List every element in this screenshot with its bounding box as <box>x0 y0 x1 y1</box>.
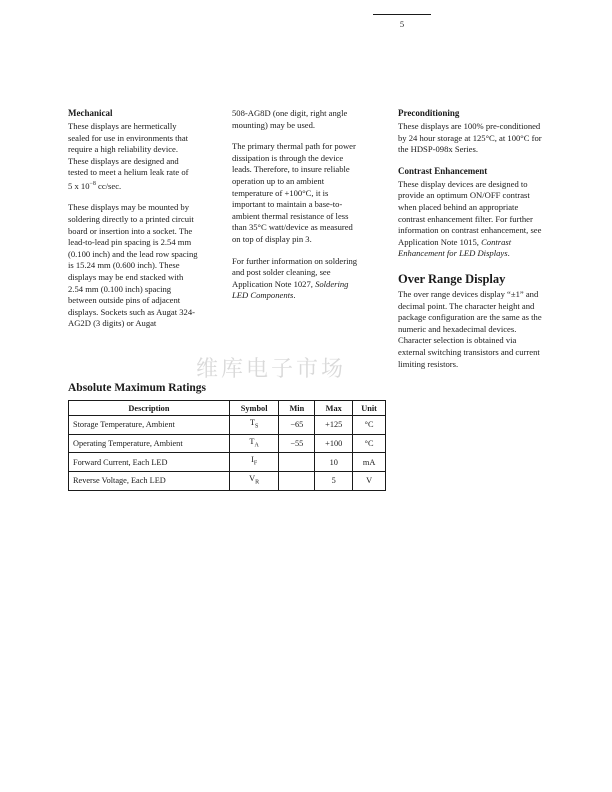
cell-max: +125 <box>315 416 353 435</box>
cell-max: +100 <box>315 434 353 453</box>
column-header-description: Description <box>69 401 230 416</box>
paragraph-preconditioning: These displays are 100% pre-conditioned by 24 hour storage at 125°C, at 100°C for the HDSP-098x Series. <box>398 121 542 155</box>
symbol-subscript: S <box>255 423 259 430</box>
paragraph-over-range-display: The over range devices display “±1” and decimal point. The character height and package configuration are the same as the numeric and hexadecimal devices. Character selection is obtained via external switching transistors and current limiting resistors. <box>398 288 542 369</box>
cell-description: Forward Current, Each LED <box>69 453 230 472</box>
exponent: −8 <box>89 180 96 187</box>
cell-min <box>279 471 315 490</box>
column-header-max: Max <box>315 401 353 416</box>
paragraph-mechanical-2: These displays may be mounted by soldering directly to a printed circuit board or insertion into a socket. The lead-to-lead pin spacing is 2.54 mm (0.100 inch) and the lead row spacing is 15.24 mm (0.600 inch). These displays may be end stacked with 2.54 mm (0.100 inch) spacing between outside pins of adjacent displays. Sockets such as Augat 324-AG2D (3 digits) or Augat <box>68 202 198 329</box>
symbol-main: V <box>249 473 256 483</box>
cell-symbol <box>229 434 279 453</box>
symbol-subscript: A <box>254 442 259 449</box>
heading-preconditioning: Preconditioning <box>398 108 460 118</box>
column-header-min: Min <box>279 401 315 416</box>
cell-description: Operating Temperature, Ambient <box>69 434 230 453</box>
heading-over-range-display: Over Range Display <box>398 271 506 286</box>
cell-min: −65 <box>279 416 315 435</box>
cell-unit: °C <box>353 416 386 435</box>
table-row <box>69 453 386 472</box>
cell-unit: mA <box>353 453 386 472</box>
cell-unit: V <box>353 471 386 490</box>
cell-description: Reverse Voltage, Each LED <box>69 471 230 490</box>
symbol-main: T <box>249 436 255 446</box>
column-one <box>68 108 198 330</box>
header-rule <box>373 14 431 15</box>
symbol-subscript: F <box>253 460 258 467</box>
cell-min: −55 <box>279 434 315 453</box>
table-row <box>69 434 386 453</box>
column-two <box>232 108 362 302</box>
page-header <box>372 14 432 29</box>
cell-symbol <box>229 471 279 490</box>
appnote-title-1015: Contrast Enhancement for LED Displays <box>398 236 512 259</box>
table-row <box>69 416 386 435</box>
paragraph-contrast-enhancement: These display devices are designed to provide an optimum ON/OFF contrast when placed behind an appropriate contrast enhancement filter. For further information on contrast enhancement, see Application Note 1015, Contrast Enhancement for LED Displays. <box>398 178 542 259</box>
cell-max: 10 <box>315 453 353 472</box>
paragraph-mechanical-1: These displays are hermetically sealed for use in environments that require a high reliability device. These displays are designed and tested to meet a helium leak rate of 5 x $10^{-8}$ cc/sec. <box>68 121 189 191</box>
heading-mechanical: Mechanical <box>68 108 113 118</box>
cell-description: Storage Temperature, Ambient <box>69 416 230 435</box>
paragraph-col2-3: For further information on soldering and post solder cleaning, see Application Note 1027, Soldering LED Components. <box>232 255 358 301</box>
ratings-table <box>68 400 386 491</box>
table-header-row <box>69 401 386 416</box>
cell-unit: °C <box>353 434 386 453</box>
column-header-unit: Unit <box>353 401 386 416</box>
cell-symbol <box>229 453 279 472</box>
heading-contrast-enhancement: Contrast Enhancement <box>398 165 488 176</box>
absolute-maximum-ratings-block <box>68 382 386 491</box>
appnote-title-1027: Soldering LED Components <box>232 278 349 301</box>
page-number: 5 <box>399 19 405 29</box>
cell-max: 5 <box>315 471 353 490</box>
table-row <box>69 471 386 490</box>
symbol-main: T <box>249 418 255 427</box>
symbol-subscript: R <box>255 479 260 486</box>
table-title: Absolute Maximum Ratings <box>68 382 207 394</box>
column-three <box>398 108 546 370</box>
watermark-text: 维库电子市场 <box>196 357 347 382</box>
column-header-symbol: Symbol <box>229 401 279 416</box>
symbol-main: I <box>251 455 254 465</box>
paragraph-col2-1: 508-AG8D (one digit, right angle mounting) may be used. <box>232 108 348 130</box>
paragraph-col2-2: The primary thermal path for power dissipation is through the device leads. Therefore, to insure reliable operation up to an ambient temperature of +100°C, it is important to maintain a base-to-ambient thermal resistance of less than 35°C watt/device as measured on top of display pin 3. <box>232 141 356 244</box>
cell-symbol <box>229 416 279 435</box>
cell-min <box>279 453 315 472</box>
